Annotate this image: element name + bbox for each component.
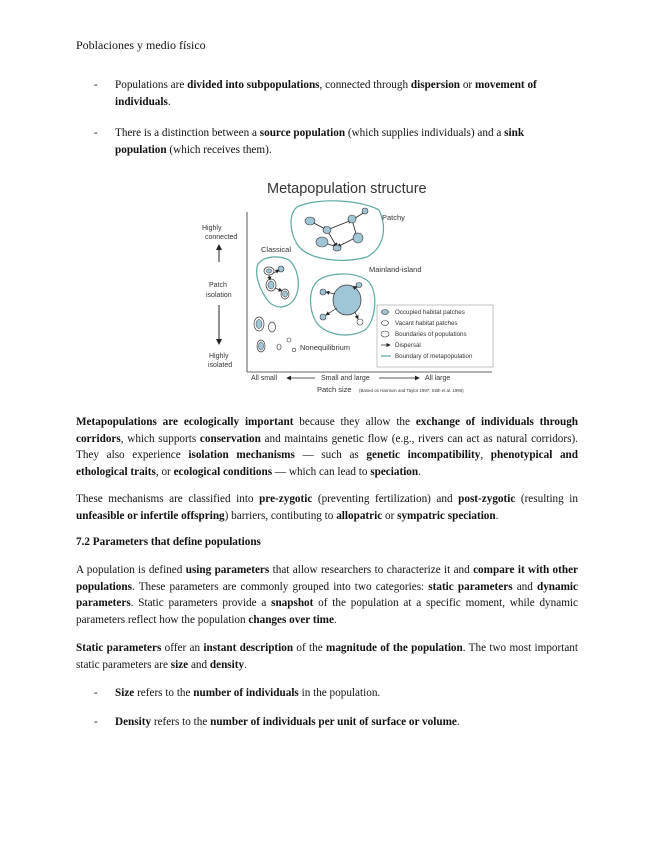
- legend-vacant: Vacant habitat patches: [395, 320, 458, 327]
- bullet-dash: -: [94, 127, 98, 139]
- mainland-patches: [320, 283, 363, 326]
- bold-text: post-zygotic: [458, 493, 516, 505]
- label-mainland: Mainland-island: [369, 265, 422, 274]
- bold-text: conservation: [199, 432, 261, 445]
- text-run: , connected through: [319, 79, 411, 91]
- bold-text: movement of individuals: [115, 79, 537, 108]
- text-run: or: [382, 509, 398, 522]
- bold-text: magnitude of the population: [326, 642, 463, 654]
- text-run: .: [167, 95, 171, 108]
- bold-text: using parameters: [185, 564, 270, 576]
- bold-text: dynamic parameters: [76, 580, 578, 609]
- text-run: , or: [155, 465, 174, 478]
- text-run: and: [188, 658, 210, 671]
- y-axis-mid-2: isolation: [206, 292, 232, 299]
- x-axis-label: Patch size: [317, 385, 352, 394]
- x-axis-mid: Small and large: [321, 375, 370, 382]
- metapopulation-figure: [197, 172, 497, 402]
- bold-text: Density: [115, 716, 152, 728]
- text-run: offer an: [161, 642, 204, 654]
- text-run: of the: [293, 642, 326, 654]
- bold-text: number of individuals per unit of surface or volume: [210, 716, 457, 728]
- bold-text: dispersion: [410, 79, 461, 91]
- text-run: .: [333, 613, 337, 626]
- classical-boundary: [257, 257, 299, 307]
- legend-meta-boundary: Boundary of metapopulation: [395, 353, 473, 360]
- bold-text: size: [170, 658, 189, 671]
- bold-text: phenotypical and ethological traits: [76, 449, 578, 478]
- bold-text: snapshot: [271, 597, 314, 609]
- bold-text: Metapopulations are ecologically important: [76, 416, 294, 428]
- bullet-text: [115, 77, 575, 110]
- paragraph-mechanisms: [76, 491, 578, 524]
- text-run: and maintains genetic flow (e.g., rivers can act as natural corridors). They also experience: [76, 432, 578, 461]
- bold-text: compare it with other populations: [76, 564, 579, 593]
- page-header: Poblaciones y medio físico: [76, 38, 206, 52]
- bold-text: static parameters: [428, 580, 513, 593]
- bold-text: allopatric: [336, 509, 383, 522]
- bold-text: sink population: [115, 127, 525, 156]
- text-run: because they allow the: [293, 416, 416, 428]
- bold-text: unfeasible or infertile offspring: [76, 509, 225, 522]
- legend-occupied: Occupied habitat patches: [395, 309, 465, 316]
- text-run: or: [460, 79, 475, 91]
- x-axis-right: All large: [425, 375, 451, 382]
- text-run: refers to the: [134, 687, 194, 699]
- bold-text: density: [209, 658, 245, 671]
- text-run: refers to the: [151, 716, 211, 728]
- paragraph-parameters: [76, 562, 578, 628]
- bold-text: genetic incompatibility: [366, 449, 481, 461]
- bullet-dash: -: [94, 716, 98, 728]
- text-run: — which can lead to: [272, 465, 371, 478]
- text-run: (preventing fertilization) and: [312, 493, 459, 505]
- bold-text: pre-zygotic: [259, 493, 313, 505]
- text-run: ) barriers, contibuting to: [224, 509, 337, 522]
- bold-text: exchange of individuals through corridors: [76, 416, 579, 445]
- legend-boundaries: Boundaries of populations: [395, 331, 467, 338]
- classical-patches: [264, 266, 289, 299]
- bold-text: isolation mechanisms: [188, 449, 295, 461]
- text-run: There is a distinction between a: [115, 127, 260, 139]
- text-run: (resulting in: [515, 493, 578, 505]
- text-run: A population is defined: [76, 564, 186, 576]
- x-axis-left: All small: [251, 375, 278, 382]
- bold-text: divided into subpopulations: [187, 79, 320, 91]
- bullet-text: [115, 125, 575, 158]
- bold-text: number of individuals: [193, 687, 299, 699]
- figure-title: Metapopulation structure: [267, 181, 427, 197]
- nonequilibrium-patches: [254, 317, 296, 352]
- text-run: .: [456, 716, 460, 728]
- y-axis-bottom-1: Highly: [209, 353, 229, 360]
- patchy-boundary: [291, 201, 383, 260]
- label-classical: Classical: [261, 245, 292, 254]
- text-run: , which supports: [120, 432, 200, 445]
- text-run: ,: [480, 449, 491, 461]
- text-run: Populations are: [115, 79, 188, 91]
- text-run: (which supplies individuals) and a: [345, 127, 505, 139]
- bold-text: ecological conditions: [173, 465, 273, 478]
- bold-text: speciation: [370, 465, 419, 478]
- bold-text: instant description: [203, 642, 294, 654]
- paragraph-importance: [76, 414, 578, 480]
- text-run: . The two most important static parameters are: [76, 642, 579, 671]
- legend-dispersal: Dispersal: [395, 342, 421, 349]
- text-run: of the population at a specific moment, while dynamic parameters reflect how the population: [76, 597, 578, 626]
- text-run: .: [495, 509, 499, 522]
- bold-text: changes over time: [248, 613, 334, 626]
- y-axis-top-1: Highly: [202, 225, 222, 232]
- text-run: and: [512, 580, 537, 593]
- text-run: . Static parameters provide a: [130, 597, 272, 609]
- label-nonequilibrium: Nonequilibrium: [300, 343, 351, 352]
- text-run: .: [244, 658, 247, 671]
- bullet-text: [115, 685, 575, 702]
- text-run: .: [418, 465, 421, 478]
- bullet-text: [115, 714, 575, 731]
- text-run: — such as: [294, 449, 367, 461]
- bold-text: sympatric speciation: [397, 509, 496, 522]
- text-run: . These parameters are commonly grouped into two categories:: [131, 580, 429, 593]
- bold-text: Size: [115, 687, 135, 699]
- paragraph-static: [76, 640, 578, 673]
- y-axis-mid-1: Patch: [209, 282, 227, 289]
- figure-credit: (Based on Harrison and Taylor 1997; Stith et al. 1996): [359, 388, 464, 393]
- label-patchy: Patchy: [382, 213, 405, 222]
- patchy-patches: [305, 208, 368, 251]
- y-axis-bottom-2: isolated: [208, 362, 233, 369]
- bold-text: source population: [259, 127, 346, 139]
- bold-text: Static parameters: [76, 642, 162, 654]
- bullet-dash: -: [94, 687, 98, 699]
- text-run: (which receives them).: [166, 143, 272, 156]
- bullet-dash: -: [94, 79, 98, 91]
- y-axis-top-2: connected: [205, 234, 238, 241]
- text-run: that allow researchers to characterize it and: [269, 564, 474, 576]
- figure-legend: [377, 305, 493, 367]
- text-run: These mechanisms are classified into: [76, 493, 260, 505]
- text-run: in the population.: [298, 687, 381, 699]
- section-heading: 7.2 Parameters that define populations: [76, 536, 261, 548]
